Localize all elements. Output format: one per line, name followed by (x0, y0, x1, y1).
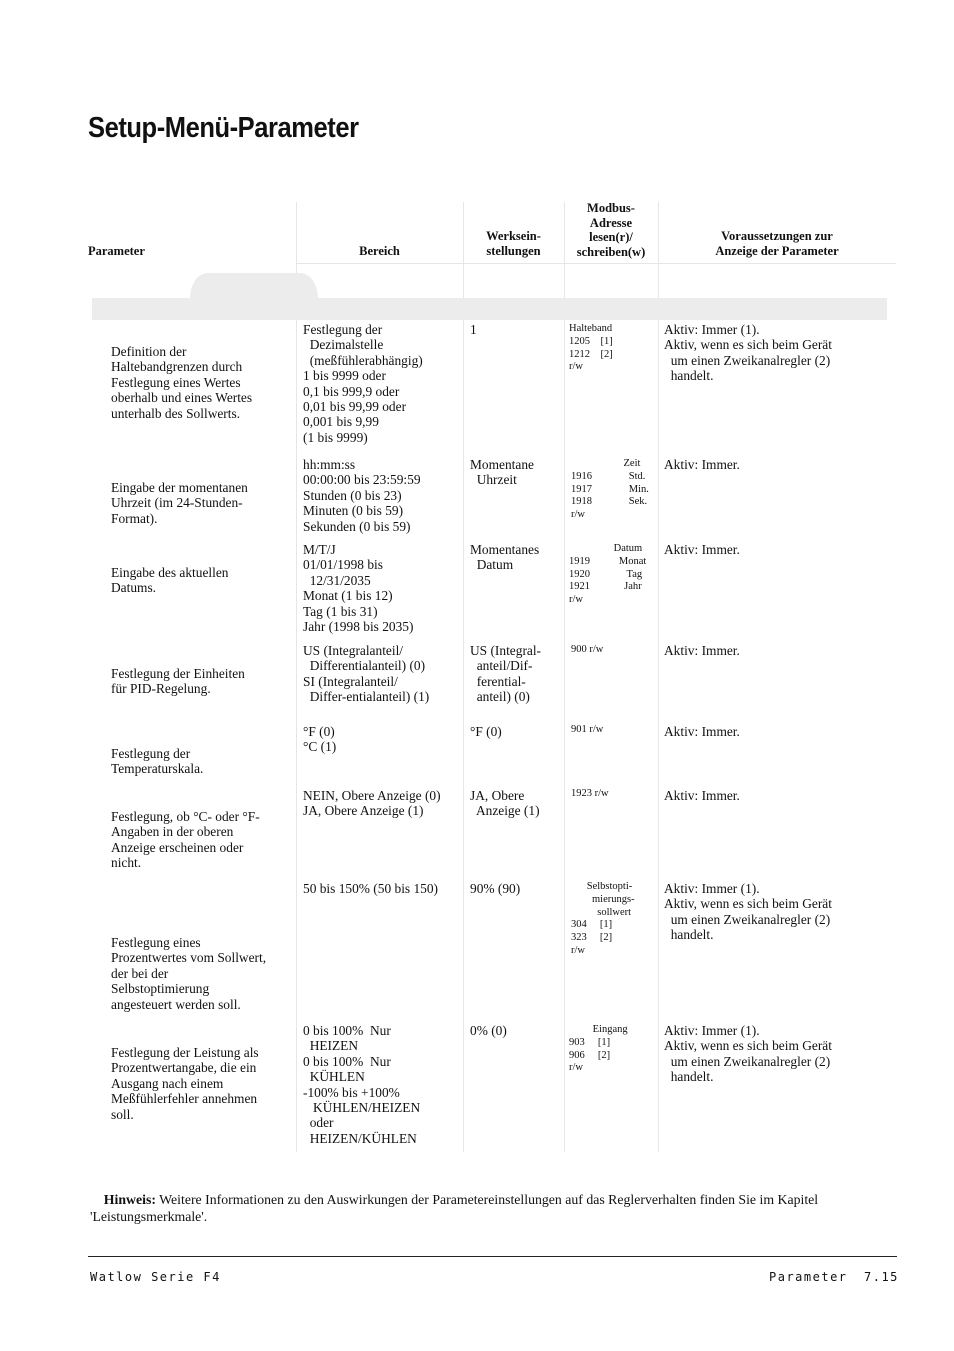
table-row-description: Festlegung der Leistung als Prozentwertangabe, die ein Ausgang nach einem Meßfühlerfehler annehmen soll. (111, 1045, 259, 1122)
page-title: Setup-Menü-Parameter (88, 112, 359, 144)
table-row-modbus: Zeit 1916 Std. 1917 Min. 1918 Sek. r/w (571, 458, 649, 521)
table-row-description: Festlegung eines Prozentwertes vom Sollwert, der bei der Selbstoptimierung angesteuert werden soll. (111, 935, 267, 1012)
table-row-modbus: 900 r/w (571, 644, 604, 655)
hinweis-note (90, 1191, 890, 1225)
header-divider (296, 263, 896, 264)
table-row-range: US (Integralanteil/ Differentialanteil) (0) SI (Integralanteil/ Differ-entialanteil) (1) (303, 643, 430, 705)
note-text: Weitere Informationen zu den Auswirkungen der Parametereinstellungen auf das Reglerverhalten finden Sie im Kapitel 'Leistungsmerkmale'. (90, 1192, 819, 1224)
table-row-default: US (Integral- anteil/Dif- ferential- anteil) (0) (470, 643, 542, 705)
table-row-modbus: Eingang 903 [1] 906 [2] r/w (569, 1024, 628, 1074)
table-row-default: 90% (90) (470, 881, 521, 896)
table-row-condition: Aktiv: Immer (1). Aktiv, wenn es sich beim Gerät um einen Zweikanalregler (2) handelt. (664, 881, 832, 943)
table-row-default: Momentane Uhrzeit (470, 457, 534, 488)
table-row-range: hh:mm:ss 00:00:00 bis 23:59:59 Stunden (0 bis 23) Minuten (0 bis 59) Sekunden (0 bis 59) (303, 457, 421, 534)
footer-section: Parameter (769, 1270, 848, 1284)
footer-divider (88, 1256, 897, 1257)
table-row-description: Definition der Haltebandgrenzen durch Festlegung eines Wertes oberhalb und eines Wertes unterhalb des Sollwerts. (111, 344, 253, 421)
column-divider (463, 202, 464, 1152)
footer-page-number: 7.15 (864, 1270, 899, 1284)
footer-product: Watlow Serie F4 (90, 1270, 221, 1284)
table-row-modbus: Halteband 1205 [1] 1212 [2] r/w (569, 323, 613, 373)
table-row-condition: Aktiv: Immer. (664, 457, 740, 472)
table-row-condition: Aktiv: Immer. (664, 542, 740, 557)
table-row-range: NEIN, Obere Anzeige (0) JA, Obere Anzeige (1) (303, 788, 441, 819)
table-row-condition: Aktiv: Immer. (664, 788, 740, 803)
table-row-range: Festlegung der Dezimalstelle (meßfühlerabhängig) 1 bis 9999 oder 0,1 bis 999,9 oder 0,01 bis 99,99 oder 0,001 bis 9,99 (1 bis 9999) (303, 322, 423, 445)
table-row-condition: Aktiv: Immer. (664, 724, 740, 739)
note-label: Hinweis: (103, 1192, 156, 1207)
table-row-description: Eingabe des aktuellen Datums. (111, 565, 229, 596)
header-voraussetzungen: Voraussetzungen zur Anzeige der Parameter (715, 229, 839, 258)
header-werkseinstellungen: Werksein- stellungen (486, 229, 541, 258)
table-row-default: 0% (0) (470, 1023, 507, 1038)
table-row-default: JA, Obere Anzeige (1) (470, 788, 540, 819)
table-row-modbus: 1923 r/w (571, 788, 609, 799)
table-row-modbus: Datum 1919 Monat 1920 Tag 1921 Jahr r/w (569, 543, 647, 606)
table-row-description: Festlegung der Temperaturskala. (111, 746, 204, 777)
header-bereich: Bereich (359, 244, 400, 258)
table-row-default: Momentanes Datum (470, 542, 540, 573)
column-divider (564, 202, 565, 1152)
table-row-description: Festlegung der Einheiten für PID-Regelung. (111, 666, 245, 697)
column-divider (296, 202, 297, 1152)
table-row-modbus: 901 r/w (571, 724, 604, 735)
table-row-description: Eingabe der momentanen Uhrzeit (im 24-Stunden- Format). (111, 480, 248, 526)
table-row-description: Festlegung, ob °C- oder °F- Angaben in der oberen Anzeige erscheinen oder nicht. (111, 809, 260, 871)
table-row-range: 50 bis 150% (50 bis 150) (303, 881, 439, 896)
column-divider (658, 202, 659, 1152)
table-row-default: °F (0) (470, 724, 502, 739)
table-row-default: 1 (470, 322, 477, 337)
header-modbus: Modbus- Adresse lesen(r)/ schreiben(w) (576, 201, 646, 259)
table-row-condition: Aktiv: Immer (1). Aktiv, wenn es sich beim Gerät um einen Zweikanalregler (2) handelt. (664, 1023, 832, 1085)
table-row-condition: Aktiv: Immer. (664, 643, 740, 658)
table-row-modbus: Selbstopti- mierungs- sollwert 304 [1] 323 [2] r/w (571, 881, 635, 956)
table-row-range: °F (0) °C (1) (303, 724, 337, 755)
section-band (92, 298, 887, 320)
section-tab (190, 273, 318, 298)
table-row-condition: Aktiv: Immer (1). Aktiv, wenn es sich beim Gerät um einen Zweikanalregler (2) handelt. (664, 322, 832, 384)
table-row-range: 0 bis 100% Nur HEIZEN 0 bis 100% Nur KÜHLEN -100% bis +100% KÜHLEN/HEIZEN oder HEIZEN/KÜHLEN (303, 1023, 421, 1146)
table-row-range: M/T/J 01/01/1998 bis 12/31/2035 Monat (1 bis 12) Tag (1 bis 31) Jahr (1998 bis 2035) (303, 542, 414, 635)
header-parameter: Parameter (88, 244, 145, 258)
